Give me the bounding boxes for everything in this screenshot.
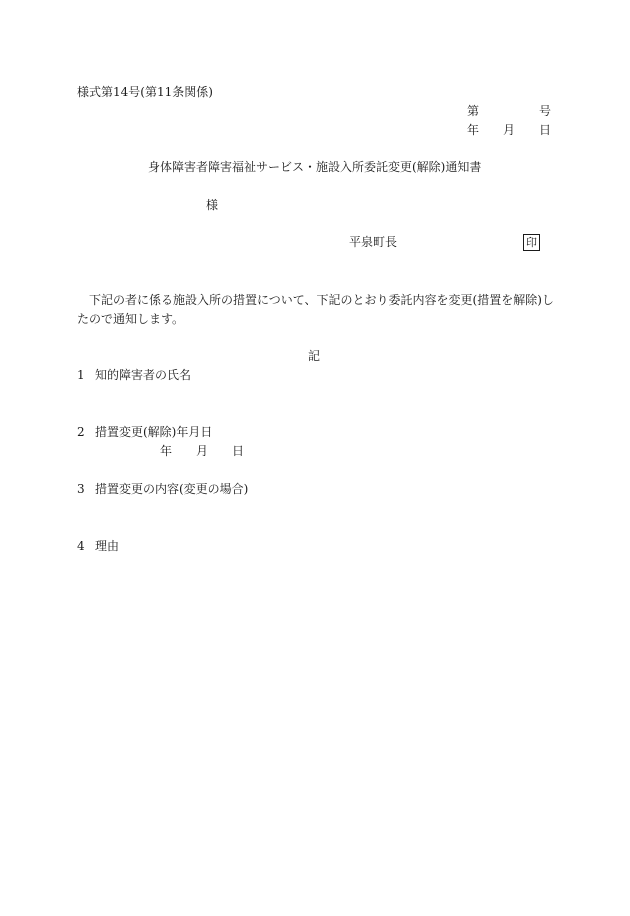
body-line-1: 下記の者に係る施設入所の措置について、下記のとおり委託内容を変更(措置を解除)し [89,293,554,307]
item-1-label: 知的障害者の氏名 [95,368,192,382]
item-1-number: 1 [77,368,85,382]
header-day: 日 [539,123,552,137]
form-reference: 様式第14号(第11条関係) [77,85,213,99]
seal-mark: 印 [523,234,540,251]
number-suffix: 号 [539,104,552,118]
header-year: 年 [467,123,480,137]
document-title: 身体障害者障害福祉サービス・施設入所委託変更(解除)通知書 [148,160,482,174]
addressee-suffix: 様 [206,198,219,212]
header-month: 月 [503,123,516,137]
number-prefix: 第 [467,104,480,118]
item-4-label: 理由 [95,539,120,553]
item-3-number: 3 [77,482,85,496]
item-2-label: 措置変更(解除)年月日 [95,425,213,439]
sender-name: 平泉町長 [349,235,398,249]
body-line-2: たので通知します。 [77,312,185,326]
item-2-number: 2 [77,425,85,439]
item-2-year: 年 [160,444,173,458]
item-3-label: 措置変更の内容(変更の場合) [95,482,249,496]
item-2-month: 月 [196,444,209,458]
item-4-number: 4 [77,539,85,553]
ki-heading: 記 [308,349,321,363]
item-2-day: 日 [232,444,245,458]
